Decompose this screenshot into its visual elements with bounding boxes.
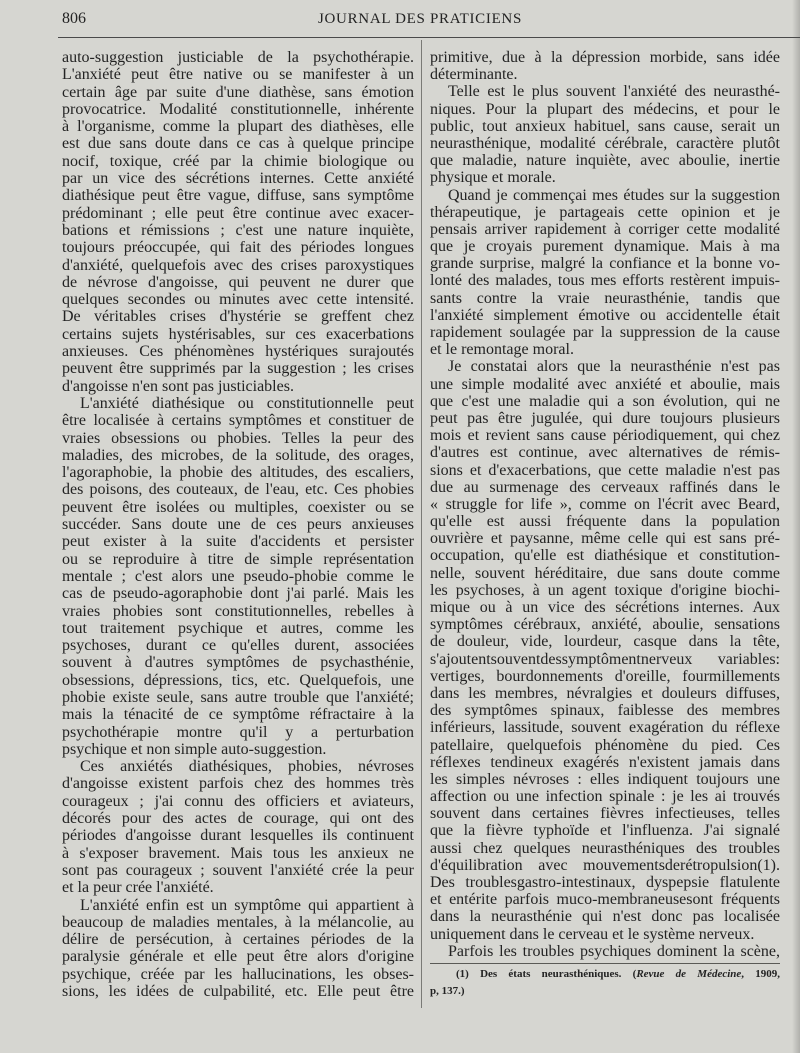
text-line: peut pas être jugulée, qui dure toujours plusieurs: [430, 409, 780, 427]
text-line: provocatrice. Modalité constitutionnelle, inhérente: [62, 100, 414, 118]
text-line: dans les membres, névralgies et douleurs diffuses,: [430, 684, 780, 702]
text-line: de douleur, vide, lourdeur, casque dans la tête,: [430, 633, 780, 651]
text-line: toujours préoccupée, qui fait des périodes longues: [62, 239, 414, 257]
text-line: dans la neurasthénie qui n'est donc pas localisée: [430, 908, 780, 926]
text-line: psychique, créée par les hallucinations, les obses-: [62, 965, 414, 983]
text-line: « struggle for life », comme on l'écrit avec Beard,: [430, 495, 780, 513]
text-line: lonté des malades, tous mes efforts restèrent impuis-: [430, 272, 780, 290]
scan-edge-shadow: [792, 0, 800, 1053]
text-line: des symptômes spinaux, faiblesse des membres: [430, 702, 780, 720]
text-line: vraies phobies sont constitutionnelles, rebelles à: [62, 602, 414, 620]
text-line: à l'organisme, comme la plupart des diathèses, elle: [62, 118, 414, 136]
paragraph: [430, 943, 780, 960]
text-line: souvent à d'autres symptômes de psychasthénie,: [62, 654, 414, 672]
text-line: d'angoisse existent parfois chez des hommes très: [62, 775, 414, 793]
footnote-journal: Revue de Médecine: [636, 968, 742, 980]
text-line: L'anxiété diathésique ou constitutionnelle peut: [80, 394, 414, 412]
text-line: que la fièvre typhoïde et l'influenza. J'ai signalé: [430, 822, 780, 840]
text-line: sont pas courageux ; souvent l'anxiété crée la peur: [62, 861, 414, 879]
text-line: nocif, toxique, créé par la chimie biologique ou: [62, 152, 414, 170]
left-column: [62, 49, 414, 1000]
text-line: peuvent être isolées ou multiples, coexister ou se: [62, 498, 414, 516]
paragraph: [62, 758, 414, 896]
text-line: courageux ; j'ai connu des officiers et aviateurs,: [62, 792, 414, 810]
text-line: et la peur crée l'anxiété.: [62, 879, 214, 897]
text-line: tout traitement psychique et autres, comme les: [62, 619, 414, 637]
text-line: s'ajoutentsouventdessymptômentnerveux variables:: [430, 650, 780, 668]
text-line: inférieurs, lassitude, souvent exagération du réflexe: [430, 719, 780, 737]
text-line: due au surmenage des cerveaux raffinés dans le: [430, 478, 780, 496]
footnote: [430, 966, 780, 1000]
text-line: niques. Pour la plupart des médecins, et pour le: [430, 100, 780, 118]
text-line: neurasthénique, modalité cérébrale, caractère plutôt: [430, 134, 780, 152]
text-line: prédominant ; elle peut être continue avec exacer-: [62, 204, 414, 222]
text-line: ouvrière et paysanne, même celle qui est sans pré-: [430, 530, 780, 548]
footnote-year: , 1909,: [741, 968, 781, 980]
text-line: Je constatai alors que la neurasthénie n'est pas: [448, 358, 780, 376]
text-line: bations et rémissions ; c'est une nature inquiète,: [62, 221, 414, 239]
paragraph: [430, 49, 780, 83]
text-line: par un vice des sécrétions internes. Cette anxiété: [62, 170, 414, 188]
text-line: sants contre la vraie neurasthénie, tandis que: [430, 289, 780, 307]
text-line: mentale ; c'est alors une pseudo-phobie comme le: [62, 567, 414, 585]
text-line: symptômes cérébraux, anxiété, aboulie, sensations: [430, 616, 780, 634]
text-line: délire de persécution, à certaines périodes de la: [62, 931, 414, 949]
text-line: Ces anxiétés diathésiques, phobies, névroses: [80, 758, 414, 776]
page-number: 806: [62, 10, 86, 27]
text-line: succéder. Sans doute une de ces peurs anxieuses: [62, 516, 414, 534]
text-line: Quand je commençai mes études sur la suggestion: [448, 186, 780, 204]
text-line: d'équilibration avec mouvementsderétropulsion(1).: [430, 856, 780, 874]
text-line: nelle, souvent héréditaire, due sans doute comme: [430, 564, 780, 582]
text-line: des poisons, des couteaux, de l'eau, etc. Ces phobies: [62, 481, 414, 499]
text-line: de névrose d'angoisse, qui peuvent ne durer que: [62, 273, 414, 291]
text-line: phobie existe seule, sans autre trouble que l'anxiété;: [62, 688, 414, 706]
text-line: et entérite parfois muco-membraneusesont fréquents: [430, 891, 780, 909]
text-line: mois et revient sans cause périodiquement, qui chez: [430, 427, 780, 445]
text-line: De véritables crises d'hystérie se greffent chez: [62, 308, 414, 326]
text-line: sions, les idées de culpabilité, etc. Elle peut être: [62, 983, 414, 1001]
paragraph: [430, 83, 780, 186]
text-line: occupation, qu'elle est diathésique et constitution-: [430, 547, 780, 565]
text-line: décorés pour des actes de courage, qui ont des: [62, 810, 414, 828]
text-line: sions et d'exacerbations, que cette maladie n'est pas: [430, 461, 780, 479]
footnote-line: [430, 966, 780, 983]
text-line: psychique et non simple auto-suggestion.: [62, 740, 327, 758]
text-line: thérapeutique, je partageais cette opinion et je: [430, 203, 780, 221]
text-line: quelques secondes ou minutes avec cette intensité.: [62, 291, 414, 309]
text-line: peuvent être supprimés par la suggestion ; les crises: [62, 360, 414, 378]
text-line: vraies obsessions ou phobies. Telles la peur des: [62, 429, 414, 447]
text-line: mique ou à un vice des sécrétions internes. Aux: [430, 599, 780, 616]
text-line: aussi chez quelques neurasthéniques des troubles: [430, 839, 780, 857]
header-rule: [58, 37, 800, 38]
text-line: l'anxiété simplement émotive ou accidentelle était: [430, 306, 780, 324]
footnote-line: [430, 983, 780, 1000]
text-line: qu'elle est aussi fréquente dans la population: [430, 513, 780, 531]
footnote-marker: (1): [456, 968, 469, 980]
paragraph: [430, 358, 780, 942]
paragraph: [62, 897, 414, 1001]
text-line: que je croyais purement dynamique. Mais à ma: [430, 238, 780, 256]
text-line: et le remontage moral.: [430, 341, 574, 359]
text-line: Des troublesgastro-intestinaux, dyspepsie flatulente: [430, 874, 780, 891]
text-line: rapidement soulagée par la suppression de la cause: [430, 324, 780, 341]
text-line: certains sujets hystérisables, sur ces exacerbations: [62, 325, 414, 343]
text-line: maladies, des microbes, de la solitude, des orages,: [62, 446, 414, 464]
text-line: physique et morale.: [430, 169, 556, 187]
text-line: public, tout anxieux habituel, sans cause, serait un: [430, 117, 780, 135]
text-line: déterminante.: [430, 66, 518, 84]
text-line: certain âge par suite d'une diathèse, sans émotion: [62, 83, 414, 101]
text-line: est due sans doute dans ce cas à quelque principe: [62, 135, 414, 153]
text-line: ou se reproduire à titre de simple représentation: [62, 550, 414, 568]
text-line: d'anxiété, quelquefois avec des crises paroxystiques: [62, 256, 414, 274]
text-line: paralysie générale et elle peut être alors d'origine: [62, 948, 414, 966]
text-line: cas de pseudo-agoraphobie dont j'ai parlé. Mais les: [62, 585, 414, 603]
text-line: être localisée à certains symptômes et constituer de: [62, 412, 414, 430]
text-line: réflexes tendineux exagérés n'existent jamais dans: [430, 753, 780, 771]
text-line: mais la ténacité de ce symptôme réfractaire à la: [62, 706, 414, 724]
paragraph: [430, 187, 780, 359]
text-line: d'angoisse n'en sont pas justiciables.: [62, 377, 294, 395]
text-line: souvent dans certaines fièvres infectieuses, telles: [430, 805, 780, 823]
text-line: anxieuses. Ces phénomènes hystériques surajoutés: [62, 343, 414, 361]
text-line: Telle est le plus souvent l'anxiété des neurasthé-: [448, 83, 780, 101]
text-line: affection ou une infection spinale : je les ai trouvés: [430, 788, 780, 806]
right-column: [430, 49, 780, 960]
text-line: Parfois les troubles psychiques dominent la scène,: [448, 942, 780, 960]
text-line: diathésique peut être vague, diffuse, sans symptôme: [62, 187, 414, 205]
text-line: L'anxiété peut être native ou se manifester à un: [62, 66, 414, 84]
text-line: L'anxiété enfin est un symptôme qui appartient à: [80, 896, 414, 914]
footnote-title: Des états neurasthéniques. (: [480, 968, 637, 980]
text-line: d'autres est continue, avec alternatives de rémis-: [430, 444, 780, 462]
text-line: que c'est une maladie qui a son évolution, qui ne: [430, 392, 780, 410]
text-line: auto-suggestion justiciable de la psychothérapie.: [62, 49, 414, 66]
text-line: l'agoraphobie, la phobie des altitudes, des escaliers,: [62, 464, 414, 482]
text-line: psychoses, durant ce qu'elles durent, associées: [62, 637, 414, 655]
paragraph: [62, 395, 414, 758]
paragraph: [62, 49, 414, 395]
text-line: à s'exposer bravement. Mais tous les anxieux ne: [62, 844, 414, 862]
text-line: patellaire, quelquefois phénomène du pied. Ces: [430, 736, 780, 754]
text-line: que maladie, nature inquiète, avec aboulie, inertie: [430, 152, 780, 170]
column-divider: [421, 40, 422, 1008]
text-line: pensais arriver rapidement à corriger cette modalité: [430, 220, 780, 238]
text-line: psychothérapie montre qu'il y a perturbation: [62, 723, 414, 741]
text-line: grande surprise, malgré la confiance et la bonne vo-: [430, 255, 780, 273]
text-line: beaucoup de maladies mentales, à la mélancolie, au: [62, 913, 414, 931]
text-line: périodes d'angoisse durant lesquelles ils continuent: [62, 827, 414, 845]
text-line: uniquement dans le cerveau et le système nerveux.: [430, 925, 755, 943]
journal-title: JOURNAL DES PRATICIENS: [317, 11, 523, 27]
text-line: obsessions, dépressions, tics, etc. Quelquefois, une: [62, 671, 414, 689]
text-line: peut exister à la suite d'accidents et persister: [62, 533, 414, 551]
text-line: une simple modalité avec anxiété et aboulie, mais: [430, 375, 780, 393]
footnote-rule: [430, 963, 780, 964]
text-line: les psychoses, à un agent toxique d'origine biochi-: [430, 581, 780, 599]
footnote-pages: p, 137.): [430, 985, 465, 997]
text-line: primitive, due à la dépression morbide, sans idée: [430, 49, 780, 66]
text-line: vertiges, bourdonnements d'oreille, fourmillements: [430, 667, 780, 685]
text-line: les simples névroses : elles indiquent toujours une: [430, 770, 780, 788]
